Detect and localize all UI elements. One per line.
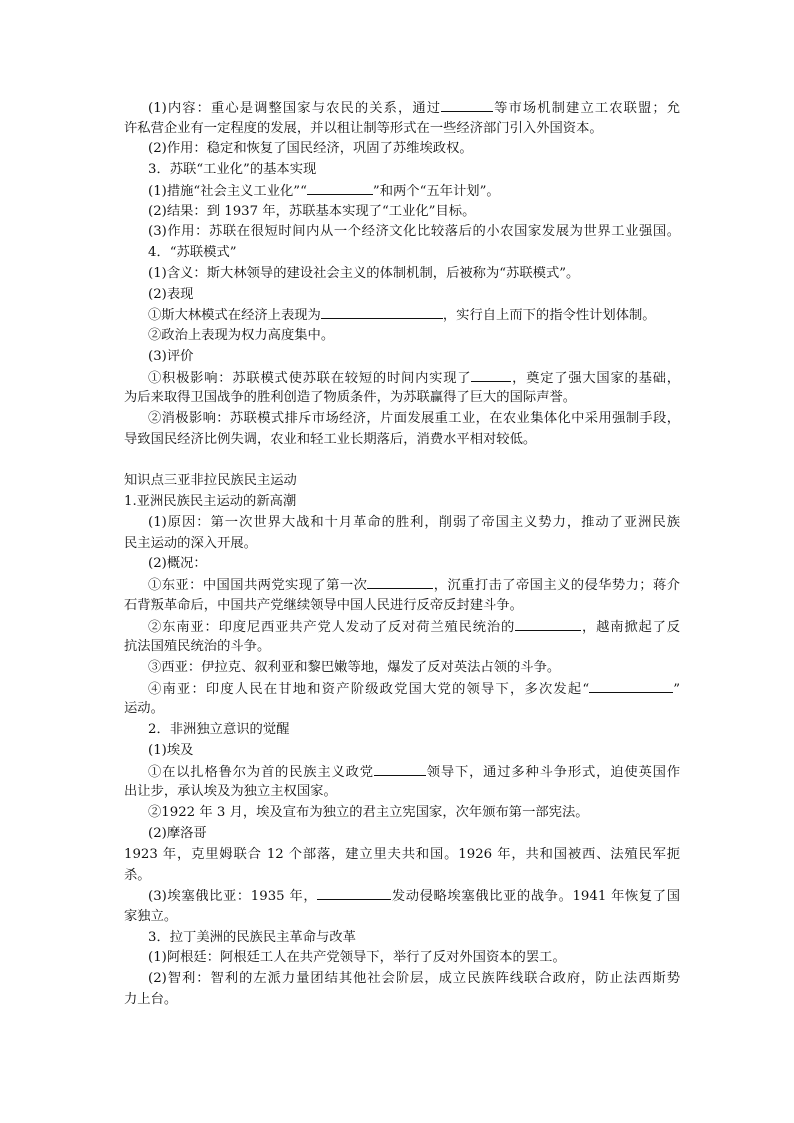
- line-text: 家独立。: [124, 909, 178, 924]
- line-text-after-blank: ，实行自上而下的指令性计划体制。: [442, 308, 656, 323]
- line-text: (1)含义：斯大林领导的建设社会主义的体制机制，后被称为“苏联模式”。: [148, 266, 580, 281]
- text-line: [124, 534, 680, 554]
- line-text: 知识点三亚非拉民族民主运动: [124, 473, 297, 488]
- line-text: 民主运动的深入开展。: [124, 536, 257, 551]
- line-text: (2)表现: [148, 287, 194, 302]
- text-line: [148, 554, 680, 574]
- text-line: [124, 596, 680, 616]
- line-text-before-blank: ②东南亚：印度尼西亚共产党人发动了反对荷兰殖民统治的: [148, 620, 516, 635]
- text-line: [148, 741, 680, 761]
- text-line: [124, 990, 680, 1010]
- line-text-before-blank: ④南亚：印度人民在甘地和资产阶级政党国大党的领导下，多次发起“: [148, 682, 590, 697]
- line-text: 3．苏联“工业化”的基本实现: [148, 162, 317, 177]
- text-line: [148, 409, 680, 429]
- fill-in-blank[interactable]: [307, 181, 373, 195]
- fill-in-blank[interactable]: [515, 617, 581, 631]
- line-text-after-blank: ，越南掀起了反: [581, 620, 681, 635]
- line-text: 力上台。: [124, 992, 178, 1007]
- text-line: [148, 969, 680, 989]
- line-text: (2)摩洛哥: [148, 826, 207, 841]
- text-line: [148, 181, 680, 202]
- text-line: [148, 803, 680, 823]
- text-line: [148, 326, 680, 346]
- fill-in-blank[interactable]: [317, 886, 391, 900]
- line-text-after-blank: ，奠定了强大国家的基础，: [511, 371, 681, 386]
- fill-in-blank[interactable]: [321, 305, 443, 319]
- line-text-before-blank: ①积极影响：苏联模式使苏联在较短的时间内实现了: [148, 371, 472, 386]
- line-text-after-blank: ”: [673, 682, 680, 697]
- text-line: [148, 347, 680, 367]
- text-line: [148, 222, 680, 242]
- line-text: ②消极影响：苏联模式排斥市场经济，片面发展重工业，在农业集体化中采用强制手段，: [148, 411, 680, 426]
- line-text: 运动。: [124, 701, 164, 716]
- fill-in-blank[interactable]: [441, 98, 493, 112]
- text-line: [124, 471, 680, 491]
- fill-in-blank[interactable]: [374, 762, 426, 776]
- line-text-after-blank: 领导下，通过多种斗争形式，迫使英国作: [425, 765, 681, 780]
- text-line: [148, 285, 680, 305]
- text-line: [124, 699, 680, 719]
- line-text: (1)阿根廷：阿根廷工人在共产党领导下，举行了反对外国资本的罢工。: [148, 950, 566, 965]
- text-line: [148, 575, 680, 596]
- text-line: [124, 119, 680, 139]
- line-text: 2．非洲独立意识的觉醒: [148, 722, 290, 737]
- text-line: [124, 388, 680, 408]
- text-line: [148, 886, 680, 907]
- line-text: ②1922 年 3 月，埃及宣布为独立的君主立宪国家，次年颁布第一部宪法。: [148, 805, 589, 820]
- text-line: [148, 513, 680, 533]
- line-text-after-blank: 等市场机制建立工农联盟；允: [493, 101, 680, 116]
- line-text-before-blank: (1)内容：重心是调整国家与农民的关系，通过: [148, 101, 442, 116]
- line-text: (1)原因：第一次世界大战和十月革命的胜利，削弱了帝国主义势力，推动了亚洲民族: [148, 515, 680, 530]
- text-line: [148, 948, 680, 968]
- text-line: [148, 368, 680, 389]
- line-text-before-blank: (3)埃塞俄比亚：1935 年，: [148, 889, 318, 904]
- line-text: (2)作用：稳定和恢复了国民经济，巩固了苏维埃政权。: [148, 141, 473, 156]
- line-text: 杀。: [124, 868, 151, 883]
- line-text: 导致国民经济比例失调，农业和轻工业长期落后，消费水平相对较低。: [124, 432, 537, 447]
- fill-in-blank[interactable]: [367, 575, 433, 589]
- line-text: 1923 年，克里姆联合 12 个部落，建立里夫共和国。1926 年，共和国被西、法殖民军扼: [124, 847, 680, 862]
- line-text: 许私营企业有一定程度的发展，并以租让制等形式在一些经济部门引入外国资本。: [124, 121, 603, 136]
- text-line: [148, 305, 680, 326]
- line-text-before-blank: ①在以扎格鲁尔为首的民族主义政党: [148, 765, 374, 780]
- line-text: (2)智利：智利的左派力量团结其他社会阶层，成立民族阵线联合政府，防止法西斯势: [148, 971, 680, 986]
- line-text-after-blank: 发动侵略埃塞俄比亚的战争。1941 年恢复了国: [391, 889, 680, 904]
- text-line: [148, 679, 680, 700]
- text-line: [148, 762, 680, 783]
- text-line: [124, 637, 680, 657]
- line-text: 1.亚洲民族民主运动的新高潮: [124, 494, 297, 509]
- line-text: 为后来取得卫国战争的胜利创造了物质条件，为苏联赢得了巨大的国际声誉。: [124, 390, 577, 405]
- text-line: [124, 430, 680, 450]
- line-text: ③西亚：伊拉克、叙利亚和黎巴嫩等地，爆发了反对英法占领的斗争。: [148, 660, 561, 675]
- line-text: (1)埃及: [148, 743, 194, 758]
- line-text: 石背叛革命后，中国共产党继续领导中国人民进行反帝反封建斗争。: [124, 598, 523, 613]
- line-text: (3)作用：苏联在很短时间内从一个经济文化比较落后的小农国家发展为世界工业强国。: [148, 224, 680, 239]
- line-text: (2)结果：到 1937 年，苏联基本实现了“工业化”目标。: [148, 204, 476, 219]
- line-text: 出让步，承认埃及为独立主权国家。: [124, 784, 337, 799]
- text-line: [148, 928, 680, 948]
- text-line: [148, 243, 680, 263]
- line-text: 抗法国殖民统治的斗争。: [124, 639, 271, 654]
- text-line: [124, 907, 680, 927]
- line-text-before-blank: ①东亚：中国国共两党实现了第一次: [148, 578, 368, 593]
- text-line: [148, 98, 680, 119]
- line-text-before-blank: ①斯大林模式在经济上表现为: [148, 308, 321, 323]
- text-line: [148, 202, 680, 222]
- text-line: [148, 617, 680, 638]
- line-text: (3)评价: [148, 349, 194, 364]
- text-line: [124, 845, 680, 865]
- text-line: [148, 264, 680, 284]
- text-line: [148, 720, 680, 740]
- text-line: [124, 782, 680, 802]
- line-text: 4．“苏联模式”: [148, 245, 237, 260]
- line-text-after-blank: ”和两个“五年计划”。: [372, 184, 500, 199]
- line-text-after-blank: ，沉重打击了帝国主义的侵华势力；蒋介: [433, 578, 681, 593]
- text-line: [148, 824, 680, 844]
- line-text: (2)概况：: [148, 556, 207, 571]
- line-text: 3．拉丁美洲的民族民主革命与改革: [148, 930, 356, 945]
- text-line: [124, 866, 680, 886]
- line-text-before-blank: (1)措施“社会主义工业化”“: [148, 184, 307, 199]
- text-line: [148, 160, 680, 180]
- fill-in-blank[interactable]: [589, 679, 673, 693]
- text-line: [148, 139, 680, 159]
- line-text: ②政治上表现为权力高度集中。: [148, 328, 335, 343]
- text-line: [124, 492, 680, 512]
- fill-in-blank[interactable]: [471, 368, 511, 382]
- text-line: [148, 658, 680, 678]
